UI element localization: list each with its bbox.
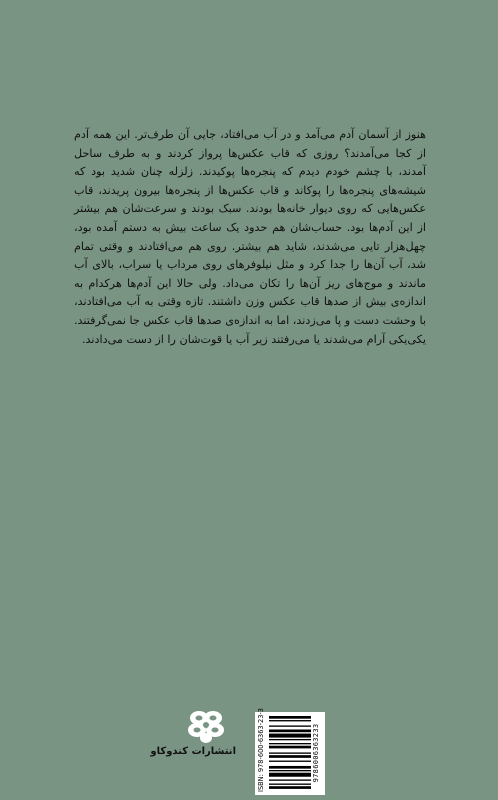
blurb-paragraph: هنوز از آسمان آدم می‌آمد و در آب می‌افتاد، جایی آن طرف‌تر. این همه آدم از کجا می‌آمدند؟ روزی که قاب عکس‌ها پرواز کردند و به طرف ساحل آمدند، با چشم خودم دیدم که پنجره‌ها پوکیدند. زلزله چنان شدید بود که شیشه‌های پنجره‌ها را پوکاند و قاب عکس‌ها از پنجره‌ها بیرون پریدند، قاب عکس‌هایی که روی دیوار خانه‌ها بودند. سبک بودند و سرعت‌شان هم بیشتر از این آدم‌ها بود. حساب‌شان هم حدود یک ساعت بیش به دستم آمده بود، چهل‌هزار تایی می‌شدند، شاید هم بیشتر. روی هم می‌افتادند و وقتی تمام شد، آب آن‌ها را جدا کرد و مثل نیلوفرهای روی مرداب یا سراب، بالای آب ماندند و موج‌های ریز آن‌ها را تکان می‌داد. ولی حالا این آدم‌ها هرکدام به اندازه‌ی بیش از صدها قاب عکس وزن داشتند. تازه وقتی به آب می‌افتادند، با وحشت دست و پا می‌زدند، اما به اندازه‌ی صدها قاب عکس جا نمی‌گرفتند. یکی‌یکی آرام می‌شدند یا می‌رفتند زیر آب یا قوت‌شان را از دست می‌دادند. xyxy=(74,128,426,346)
back-cover-blurb xyxy=(74,126,426,349)
isbn-label: ISBN: 978-600-6363-23-3 xyxy=(257,708,265,792)
publisher-logo-icon xyxy=(186,708,226,744)
publisher-block xyxy=(150,708,236,757)
publisher-name: انتشارات کندوکاو xyxy=(150,746,236,757)
isbn-barcode xyxy=(255,708,325,795)
barcode-digits: 9786006363233 xyxy=(312,723,320,783)
